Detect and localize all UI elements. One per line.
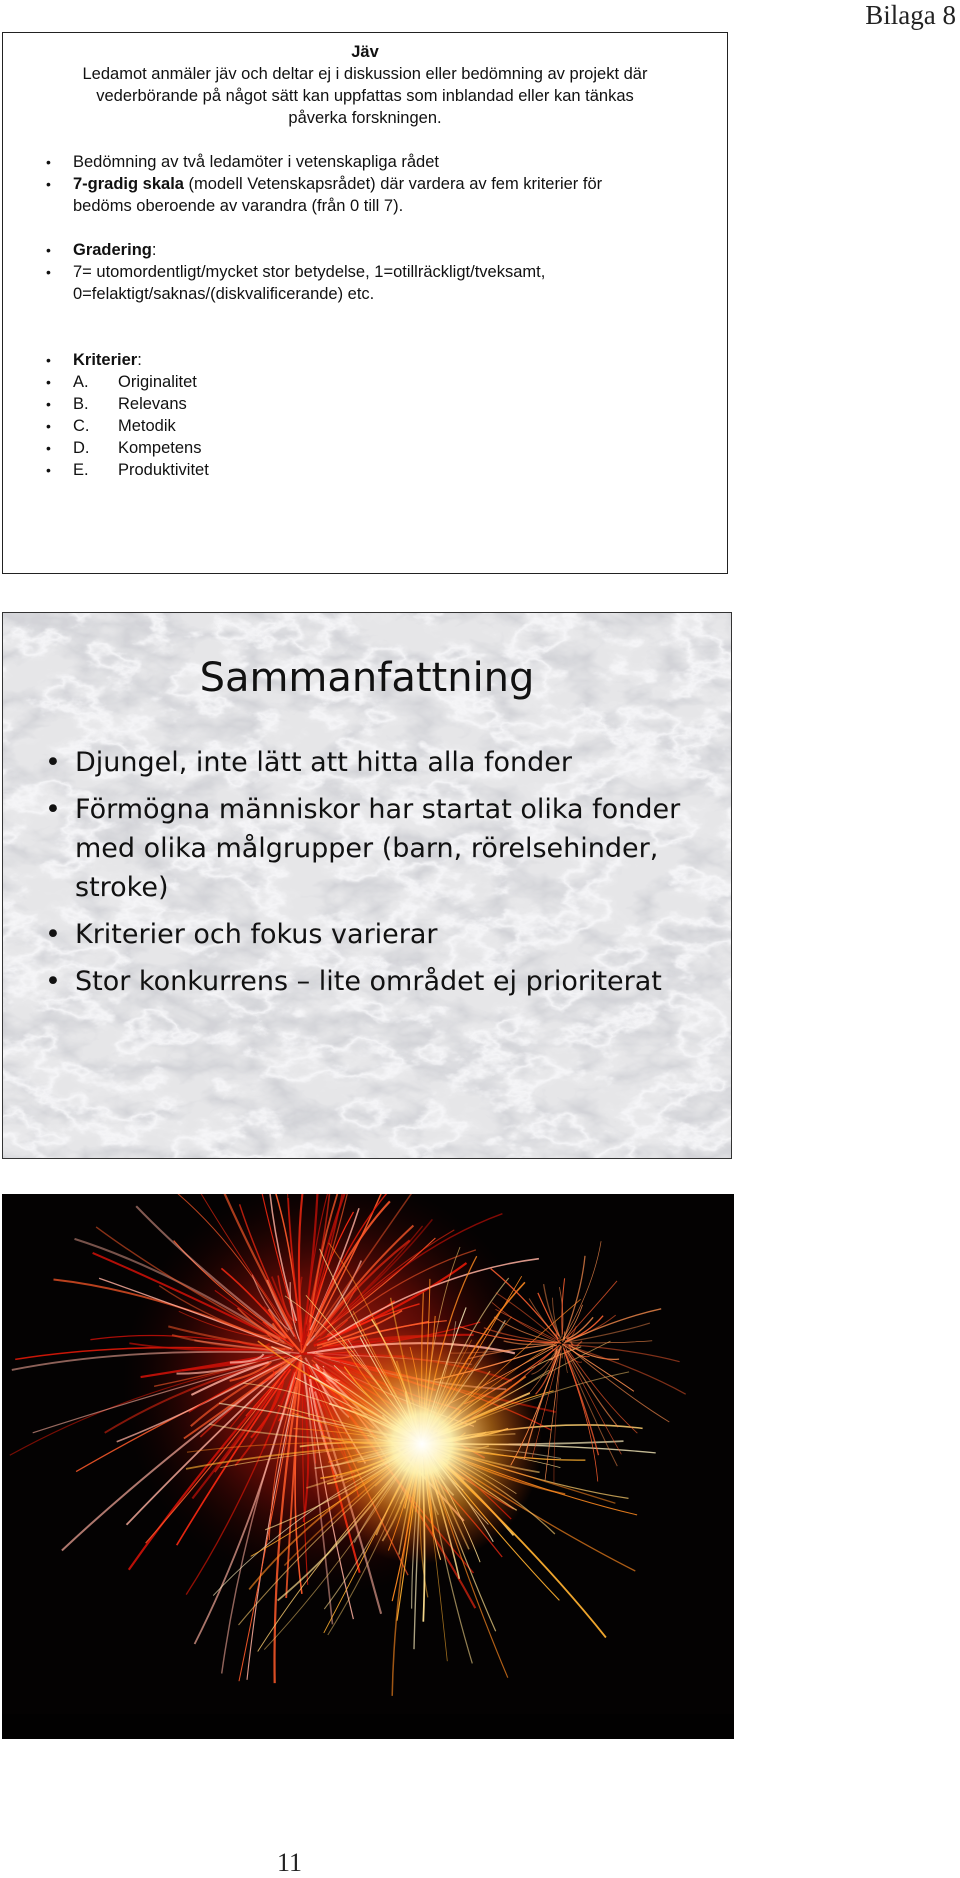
summary-item: • Kriterier och fokus varierar xyxy=(43,915,693,954)
intro-line-1: Ledamot anmäler jäv och deltar ej i diskussion eller bedömning av projekt där xyxy=(82,65,648,83)
slide-jav-header xyxy=(3,41,727,129)
criteria-name: Produktivitet xyxy=(118,461,209,479)
scale-text: (modell Vetenskapsrådet) där vardera av fem kriterier för xyxy=(183,175,603,193)
list-item xyxy=(3,349,727,371)
criteria-name: Originalitet xyxy=(118,373,197,391)
summary-item: • Stor konkurrens – lite området ej prioriterat xyxy=(43,962,693,1001)
criteria-letter: D. xyxy=(73,439,90,457)
list-item xyxy=(3,151,727,173)
criteria-item xyxy=(3,459,727,481)
criteria-label: Kriterier xyxy=(73,351,138,369)
scale-text-cont: bedöms oberoende av varandra (från 0 till 7). xyxy=(73,197,404,215)
assessment-list xyxy=(3,151,727,217)
criteria-item xyxy=(3,393,727,415)
intro-line-2: vederbörande på något sätt kan uppfattas som inblandad eller kan tänkas xyxy=(96,87,634,105)
grading-line-1: 7= utomordentligt/mycket stor betydelse, 1=otillräckligt/tveksamt, xyxy=(73,263,546,281)
criteria-item xyxy=(3,415,727,437)
criteria-item xyxy=(3,437,727,459)
slide-jav-title: Jäv xyxy=(351,43,379,61)
colon: : xyxy=(137,351,142,369)
criteria-name: Relevans xyxy=(118,395,187,413)
colon: : xyxy=(151,241,157,259)
criteria-list xyxy=(3,349,727,481)
criteria-letter: E. xyxy=(73,461,89,479)
intro-line-3: påverka forskningen. xyxy=(288,109,442,127)
summary-item: • Förmögna människor har startat olika fonder med olika målgrupper (barn, rörelsehinder, stroke) xyxy=(43,790,693,907)
grading-line-2: 0=felaktigt/saknas/(diskvalificerande) etc. xyxy=(73,285,375,303)
criteria-letter: B. xyxy=(73,395,89,413)
fireworks-image xyxy=(2,1194,734,1739)
scale-label: 7-gradig skala xyxy=(73,175,184,193)
criteria-name: Kompetens xyxy=(118,439,202,457)
criteria-letter: A. xyxy=(73,373,89,391)
page-number: 11 xyxy=(277,1848,303,1877)
slide-jav xyxy=(2,32,728,574)
criteria-name: Metodik xyxy=(118,417,176,435)
summary-item: • Djungel, inte lätt att hitta alla fonder xyxy=(43,743,693,782)
criteria-letter: C. xyxy=(73,417,90,435)
criteria-item xyxy=(3,371,727,393)
fireworks-photo xyxy=(2,1194,734,1739)
list-item xyxy=(3,261,727,305)
page-label: Bilaga 8 xyxy=(865,0,956,30)
summary-list xyxy=(43,743,693,1009)
list-item xyxy=(3,173,727,217)
list-item xyxy=(3,239,727,261)
slide-sammanfattning xyxy=(2,612,732,1159)
grading-label: Gradering xyxy=(73,241,152,259)
reviewers-text: Bedömning av två ledamöter i vetenskapliga rådet xyxy=(73,153,439,171)
grading-list xyxy=(3,239,727,305)
slide-sammanfattning-title: Sammanfattning xyxy=(199,655,535,701)
